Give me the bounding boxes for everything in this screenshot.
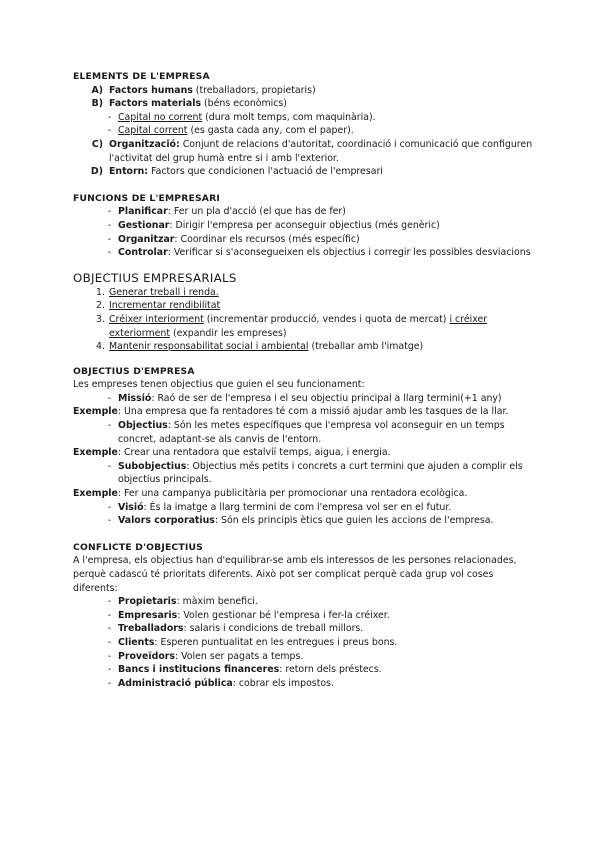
list-item: - Controlar: Verificar si s'aconsegueixen els objectius i corregir les possibles desviacions [107,247,531,259]
example-paragraph: Exemple: Fer una campanya publicitària per promocionar una rentadora ecològica. [73,488,468,500]
list-item: - Capital corrent (es gasta cada any, com el paper). [107,125,354,137]
list-item: - Valors corporatius: Són els principis ètics que guien les accions de l'empresa. [107,515,494,527]
list-item: - Propietaris: màxim benefici. [107,596,258,608]
heading-objectius-empresarials: OBJECTIUS EMPRESARIALS [73,270,237,285]
list-item: - Clients: Esperen puntualitat en les entregues i preus bons. [107,636,398,648]
list-item: - Visió: És la imatge a llarg termini de com l'empresa vol ser en el futur. [107,501,452,513]
list-item: - Missió: Raó de ser de l'empresa i el seu objectiu principal a llarg termini(+1 any) [107,392,502,404]
list-item: - Subobjectius: Objectius més petits i concrets a curt termini que ajuden a complir els objectius principals. [107,460,523,486]
heading-conflicte: CONFLICTE D'OBJECTIUS [73,541,203,553]
link-generar-treball[interactable]: Generar treball i renda. [109,286,219,298]
link-capital-corrent[interactable]: Capital corrent [118,125,188,137]
list-item: 2. Incrementar rendibilitat [96,300,221,312]
list-item: 3. Créixer interiorment (incrementar producció, vendes i quota de mercat) i créixer exteriorment (expandir les empreses) [96,313,488,339]
list-item: - Bancs i institucions financeres: retorn dels préstecs. [107,664,382,676]
list-item: - Treballadors: salaris i condicions de treball millors. [107,623,364,635]
list-item: - Gestionar: Dirigir l'empresa per aconseguir objectius (més genèric) [107,219,440,231]
paragraph: A l'empresa, els objectius han d'equilibrar-se amb els interessos de les persones relacionades, perquè cadascú té prioritats diferents. Això pot ser complicat perquè cada grup vol coses diferents: [73,555,517,594]
list-item: - Empresaris: Volen gestionar bé l'empresa i fer-la créixer. [107,609,390,621]
document-body [73,70,533,690]
heading-elements: ELEMENTS DE L'EMPRESA [73,71,210,82]
list-item: - Organitzar: Coordinar els recursos (més específic) [107,233,360,245]
link-incrementar-rendibilitat[interactable]: Incrementar rendibilitat [109,300,221,312]
list-item: 4. Mantenir responsabilitat social i ambiental (treballar amb l'imatge) [96,341,424,353]
heading-funcions: FUNCIONS DE L'EMPRESARI [73,192,220,204]
list-item: B) Factors materials (béns econòmics) [91,98,287,110]
link-responsabilitat-social[interactable]: Mantenir responsabilitat social i ambiental [109,341,309,353]
list-item: C) Organització: Conjunt de relacions d'autoritat, coordinació i comunicació que configuren l'activitat del grup humà entre si i amb l'exterior. [91,138,533,164]
heading-objectius-empresa: OBJECTIUS D'EMPRESA [73,365,195,377]
list-item: - Administració pública: cobrar els impostos. [107,677,334,689]
list-item: 1. Generar treball i renda. [96,286,219,298]
example-paragraph: Exemple: Una empresa que fa rentadores té com a missió ajudar amb les tasques de la llar. [73,406,509,418]
link-capital-no-corrent[interactable]: Capital no corrent [118,111,203,123]
link-creixer-interiorment[interactable]: Créixer interiorment [109,313,204,325]
list-item: A) Factors humans (treballadors, propietaris) [91,84,316,96]
paragraph: Les empreses tenen objectius que guien el seu funcionament: [73,379,365,391]
example-paragraph: Exemple: Crear una rentadora que estalviï temps, aigua, i energia. [73,447,391,459]
list-item: - Proveïdors: Volen ser pagats a temps. [107,650,304,662]
link-creixer-exteriorment[interactable]: i créixer exteriorment [109,313,488,339]
list-item: D) Entorn: Factors que condicionen l'actuació de l'empresari [90,166,383,178]
list-item: - Planificar: Fer un pla d'acció (el que has de fer) [107,206,346,218]
list-item: - Objectius: Són les metes específiques que l'empresa vol aconseguir en un temps concret, adaptant-se als canvis de l'entorn. [107,420,505,445]
list-item: - Capital no corrent (dura molt temps, com maquinària). [107,111,376,123]
